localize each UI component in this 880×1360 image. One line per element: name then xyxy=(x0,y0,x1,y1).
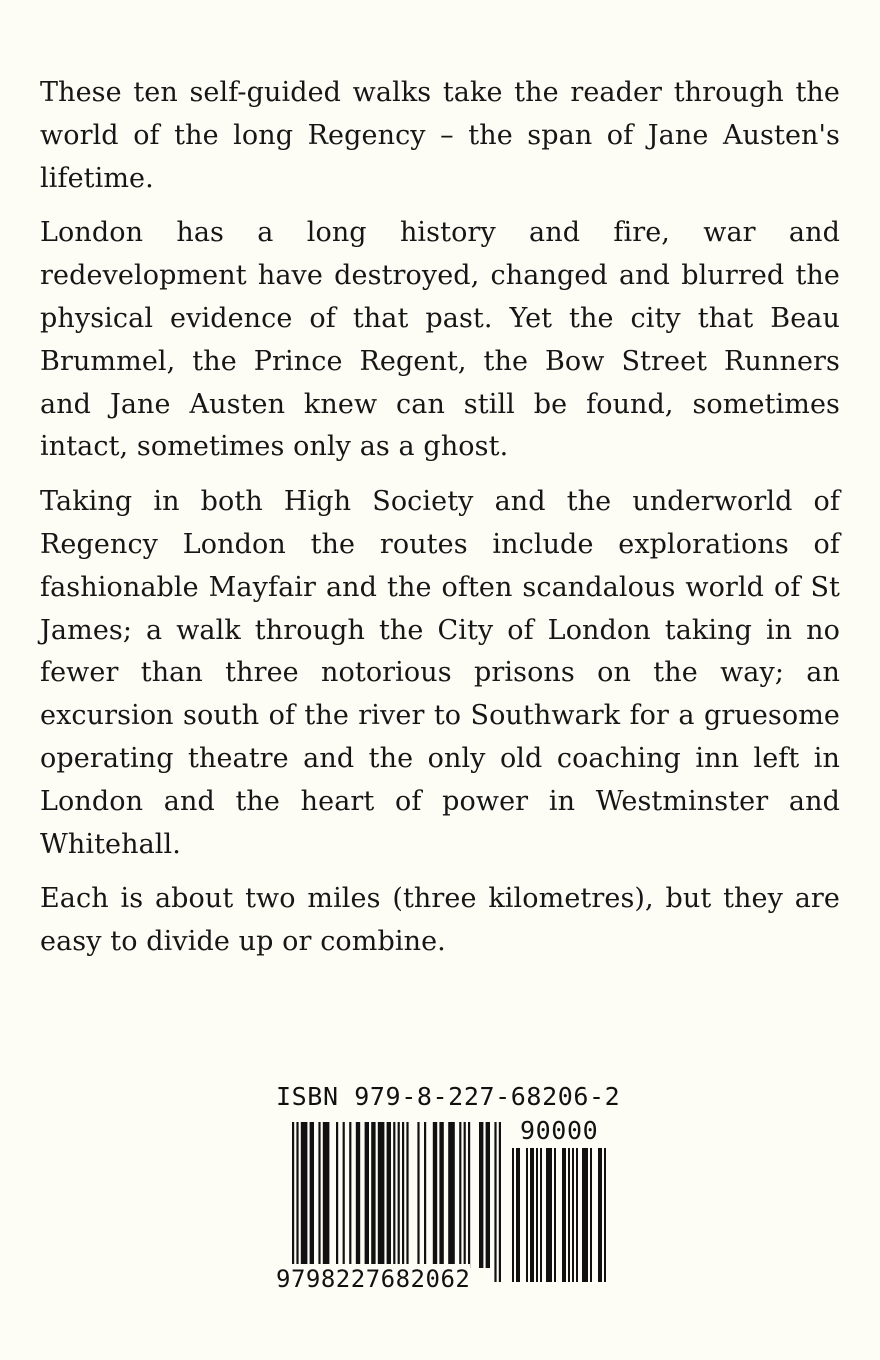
barcode-bar xyxy=(323,1122,330,1268)
barcode-bar xyxy=(468,1122,470,1268)
barcode-bar xyxy=(479,1122,483,1268)
barcode-bar xyxy=(406,1122,408,1268)
barcode-bar xyxy=(546,1148,552,1282)
barcode-bar xyxy=(343,1122,345,1268)
barcode-bar xyxy=(604,1148,606,1282)
barcode-bar xyxy=(349,1122,351,1268)
barcode-bar xyxy=(439,1122,443,1268)
blurb-paragraph-4: Each is about two miles (three kilometres), but they are easy to divide up or combine. xyxy=(40,883,840,958)
barcode-bar xyxy=(301,1122,308,1268)
addon-bars xyxy=(512,1148,606,1282)
blurb-paragraph-3: Taking in both High Society and the underworld of Regency London the routes include explorations of fashionable Mayfair and the often scandalous world of St James; a walk through the City of London taking in no fewer than three notorious prisons on the way; an excursion south of the river to Southwark for a gruesome operating theatre and the only old coaching inn left in London and the heart of power in Westminster and Whitehall. xyxy=(40,486,840,860)
barcode-bar xyxy=(448,1122,455,1268)
barcode-bar xyxy=(378,1122,385,1268)
barcode-bar xyxy=(536,1148,538,1282)
addon-price-code: 90000 xyxy=(520,1116,599,1145)
isbn-barcode xyxy=(258,1078,621,1318)
barcode-bar xyxy=(398,1122,400,1282)
barcode-bar xyxy=(459,1122,461,1268)
barcode-bar xyxy=(371,1122,375,1268)
isbn-label: ISBN 979-8-227-68206-2 xyxy=(276,1082,621,1111)
barcode-bar xyxy=(540,1148,542,1282)
barcode-bar xyxy=(387,1122,391,1268)
ean-bars xyxy=(292,1122,501,1282)
barcode-bar xyxy=(530,1148,534,1282)
barcode-bar xyxy=(464,1122,466,1268)
barcode-bar xyxy=(365,1122,369,1268)
blurb-paragraph-2: London has a long history and fire, war and redevelopment have destroyed, changed and blurred the physical evidence of that past. Yet the city that Beau Brummel, the Prince Regent, the Bow Street Runners and Jane Austen knew can still be found, sometimes intact, sometimes only as a ghost. xyxy=(40,217,840,463)
barcode-bar xyxy=(512,1148,514,1282)
barcode-bar xyxy=(572,1148,574,1282)
barcode-bar xyxy=(296,1122,298,1282)
barcode-bar xyxy=(494,1122,496,1282)
barcode-bar xyxy=(598,1148,602,1282)
barcode-bar xyxy=(590,1148,592,1282)
barcode-bar xyxy=(433,1122,437,1268)
barcode-bar xyxy=(417,1122,419,1268)
barcode-bar xyxy=(516,1148,520,1282)
barcode-bar xyxy=(402,1122,404,1268)
barcode-bar xyxy=(356,1122,360,1268)
barcode-bar xyxy=(393,1122,395,1282)
barcode-bar xyxy=(576,1148,578,1282)
barcode-bar xyxy=(336,1122,338,1268)
barcode-bar xyxy=(318,1122,320,1268)
barcode-bar xyxy=(582,1148,588,1282)
back-cover-blurb xyxy=(40,72,840,976)
barcode-bar xyxy=(526,1148,528,1282)
barcode-bar xyxy=(499,1122,501,1282)
barcode-bar xyxy=(568,1148,570,1282)
barcode-bar xyxy=(292,1122,294,1282)
barcode-bar xyxy=(554,1148,556,1282)
barcode-bar xyxy=(486,1122,490,1268)
barcode-bar xyxy=(424,1122,426,1268)
barcode-bar xyxy=(562,1148,566,1282)
ean-digits: 9798227682062 xyxy=(276,1265,471,1293)
barcode-bar xyxy=(310,1122,314,1268)
blurb-paragraph-1: These ten self-guided walks take the reader through the world of the long Regency – the span of Jane Austen's lifetime. xyxy=(40,77,840,194)
